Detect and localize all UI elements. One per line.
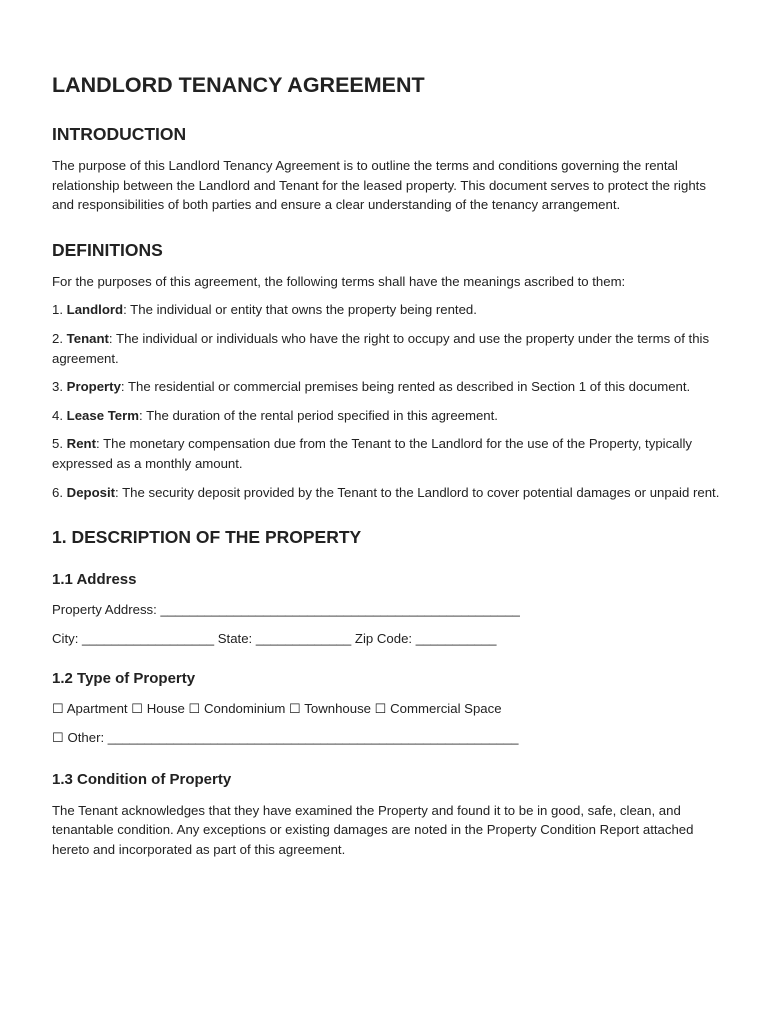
- introduction-text: The purpose of this Landlord Tenancy Agreement is to outline the terms and conditions governing the rental relationship between the Landlord and Tenant for the leased property. This document serves to protect the rights and responsibilities of both parties and ensure a clear understanding of the tenancy arrangement.: [52, 158, 706, 213]
- property-address-label: Property Address:: [52, 602, 161, 618]
- definition-item-tenant: 2. Tenant: The individual or individuals who have the right to occupy and use the property under the terms of this agreement.: [52, 330, 710, 366]
- definition-item-deposit: 6. Deposit: The security deposit provided by the Tenant to the Landlord to cover potential damages or unpaid rent.: [52, 484, 720, 500]
- other-checkbox-label[interactable]: ☐ Other:: [52, 729, 108, 745]
- definition-item-landlord: 1. Landlord: The individual or entity that owns the property being rented.: [52, 302, 477, 318]
- property-type-options[interactable]: ☐ Apartment ☐ House ☐ Condominium ☐ Townhouse ☐ Commercial Space: [52, 701, 502, 717]
- definition-term: Rent: [66, 436, 96, 452]
- condition-heading: 1.3 Condition of Property: [52, 770, 232, 788]
- definition-term: Lease Term: [66, 407, 139, 423]
- other-field[interactable]: ________________________________________________________: [107, 729, 519, 745]
- property-address-line: [52, 600, 722, 620]
- section1-heading: 1. DESCRIPTION OF THE PROPERTY: [52, 527, 362, 548]
- zip-label: Zip Code:: [351, 630, 416, 646]
- definition-item-lease-term: 4. Lease Term: The duration of the rental period specified in this agreement.: [52, 407, 498, 423]
- address-heading: 1.1 Address: [52, 571, 137, 589]
- definition-term: Deposit: [66, 484, 116, 500]
- state-label: State:: [214, 630, 256, 646]
- zip-field[interactable]: ___________: [415, 630, 497, 646]
- definition-term: Landlord: [66, 302, 124, 318]
- definition-item-rent: 5. Rent: The monetary compensation due from the Tenant to the Landlord for the use of the Property, typically expressed as a monthly amount.: [52, 436, 692, 471]
- property-type-heading: 1.2 Type of Property: [52, 670, 196, 688]
- definition-term: Property: [66, 379, 121, 395]
- document-page: [52, 70, 722, 859]
- state-field[interactable]: _____________: [255, 630, 352, 646]
- definition-term: Tenant: [66, 330, 109, 346]
- city-state-zip-line: [52, 629, 722, 649]
- property-type-other-line: [52, 728, 722, 748]
- document-title: LANDLORD TENANCY AGREEMENT: [52, 73, 425, 97]
- city-field[interactable]: __________________: [82, 630, 215, 646]
- city-label: City:: [52, 630, 83, 646]
- property-address-field[interactable]: _________________________________________________: [160, 602, 520, 618]
- condition-text: The Tenant acknowledges that they have examined the Property and found it to be in good, safe, clean, and tenantable condition. Any exceptions or existing damages are noted in the Property Condition Report attached hereto and incorporated as part of this agreement.: [52, 802, 694, 857]
- definitions-heading: DEFINITIONS: [52, 239, 163, 260]
- introduction-heading: INTRODUCTION: [52, 124, 187, 144]
- definitions-intro: For the purposes of this agreement, the following terms shall have the meanings ascribed to them:: [52, 273, 626, 289]
- definition-item-property: 3. Property: The residential or commercial premises being rented as described in Section 1 of this document.: [52, 379, 691, 395]
